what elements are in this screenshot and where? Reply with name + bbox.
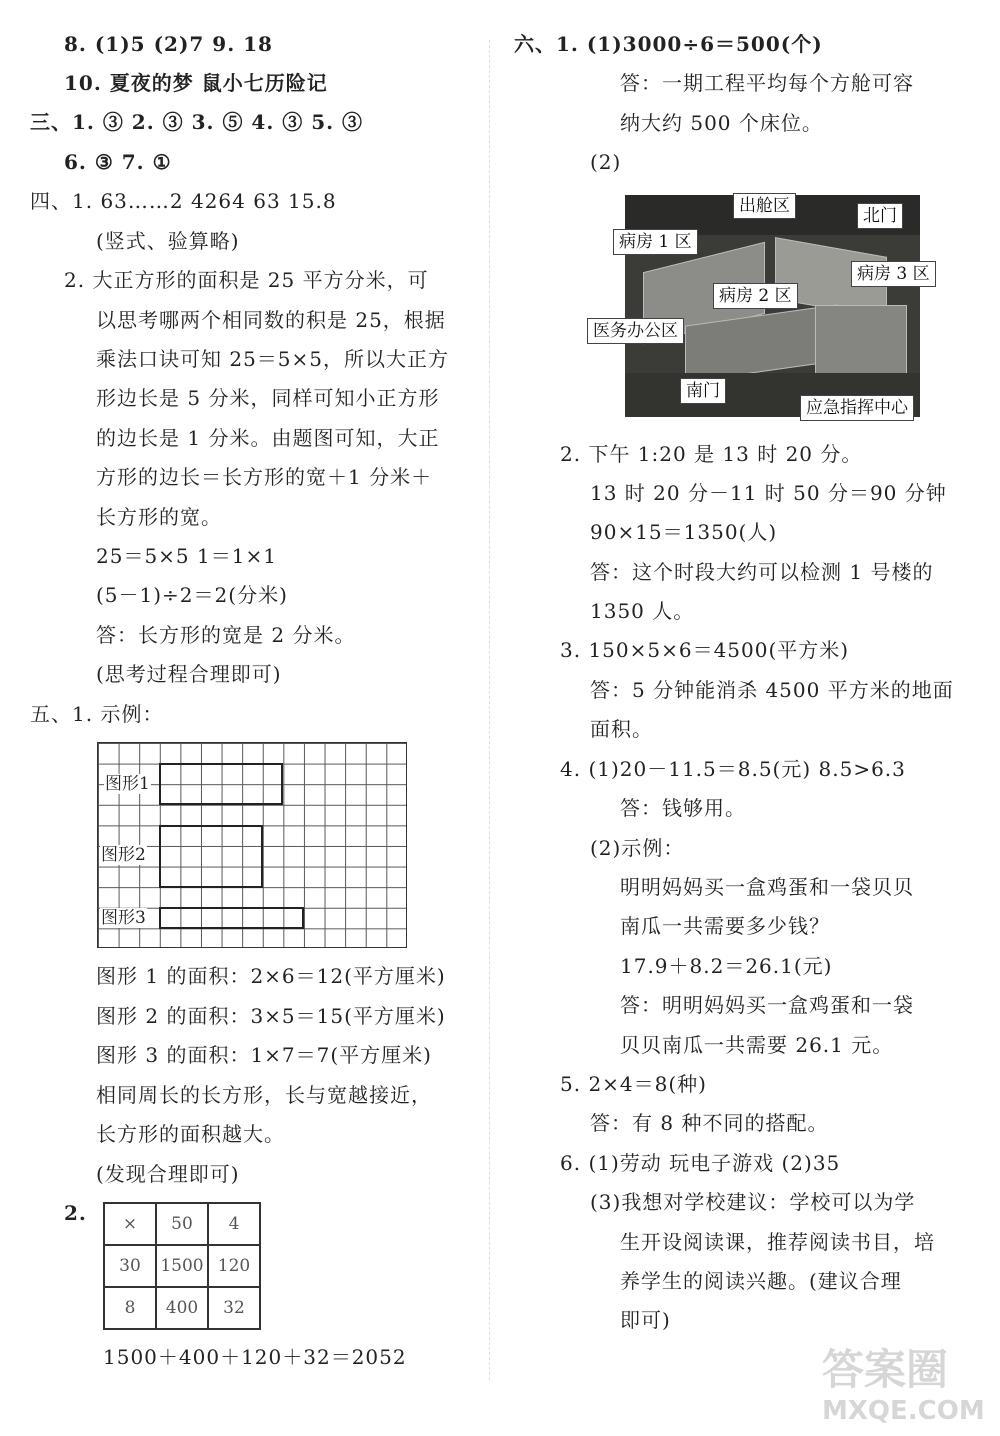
photo-label: 北门 <box>857 203 903 229</box>
table-cell: 400 <box>156 1287 208 1329</box>
answer-6: 6. (1)劳动 玩电子游戏 (2)35 <box>560 1151 841 1175</box>
section-3-line2: 6. ③ 7. ① <box>64 150 172 174</box>
table-cell: 8 <box>104 1287 156 1329</box>
answer-line: 答：长方形的宽是 2 分米。 <box>96 623 356 647</box>
table-cell: 4 <box>208 1203 260 1245</box>
table-cell: × <box>104 1203 156 1245</box>
sub-question: (2) <box>590 150 622 174</box>
text-line: 图形 1 的面积：2×6＝12(平方厘米) <box>96 964 446 988</box>
section-5-heading: 五、1. 示例： <box>30 702 164 726</box>
text-line: 图形 2 的面积：3×5＝15(平方厘米) <box>96 1004 446 1028</box>
answer-line: 答：有 8 种不同的搭配。 <box>590 1111 829 1135</box>
table-cell: 1500 <box>156 1245 208 1287</box>
section-3-line1: 三、1. ③ 2. ③ 3. ⑤ 4. ③ 5. ③ <box>30 110 364 134</box>
table-row <box>104 1287 260 1329</box>
text-line: 形边长是 5 分米，同样可知小正方形 <box>96 386 440 410</box>
figure-label-2: 图形2 <box>101 845 146 865</box>
photo-label: 应急指挥中心 <box>800 395 914 421</box>
formula-line: 17.9＋8.2＝26.1(元) <box>620 954 833 978</box>
answer-5: 5. 2×4＝8(种) <box>560 1072 707 1096</box>
table-cell: 32 <box>208 1287 260 1329</box>
note-line: (发现合理即可) <box>96 1162 240 1186</box>
answer-10: 10. 夏夜的梦 鼠小七历险记 <box>64 71 328 95</box>
text-line: 养学生的阅读兴趣。(建议合理 <box>620 1269 902 1293</box>
photo-label: 出舱区 <box>733 193 796 219</box>
multiplication-table <box>103 1202 261 1330</box>
text-line: 明明妈妈买一盒鸡蛋和一袋贝贝 <box>620 875 914 899</box>
answer-number: 2. <box>64 1201 87 1225</box>
table-row <box>104 1203 260 1245</box>
text-line: 2. 大正方形的面积是 25 平方分米，可 <box>64 268 429 292</box>
figure-label-3: 图形3 <box>101 908 146 928</box>
table-cell: 50 <box>156 1203 208 1245</box>
rectangle-3 <box>159 907 304 929</box>
text-line: 图形 3 的面积：1×7＝7(平方厘米) <box>96 1043 432 1067</box>
formula-line: 13 时 20 分－11 时 50 分＝90 分钟 <box>590 481 947 505</box>
section-6-answer-1: 六、1. (1)3000÷6＝500(个) <box>514 32 823 56</box>
section-4-answer-1: 四、1. 63……2 4264 63 15.8 <box>30 189 337 213</box>
table-cell: 120 <box>208 1245 260 1287</box>
aerial-photo <box>593 195 930 418</box>
watermark-logo: 答案圈 <box>822 1345 949 1394</box>
text-line: 以思考哪两个相同数的积是 25，根据 <box>96 308 446 332</box>
photo-label: 病房 1 区 <box>613 229 698 255</box>
text-line: 相同周长的长方形，长与宽越接近， <box>96 1083 432 1107</box>
photo-label: 病房 2 区 <box>713 283 798 309</box>
sub-question: (2)示例： <box>590 836 685 860</box>
rectangle-1 <box>159 763 283 805</box>
answer-line: 1350 人。 <box>590 599 695 623</box>
text-line: (3)我想对学校建议：学校可以为学 <box>590 1190 916 1214</box>
answer-line: 答：明明妈妈买一盒鸡蛋和一袋 <box>620 993 914 1017</box>
figure-label-1: 图形1 <box>105 774 150 794</box>
answer-line: 贝贝南瓜一共需要 26.1 元。 <box>620 1033 894 1057</box>
formula-line: (5－1)÷2＝2(分米) <box>96 583 288 607</box>
text-line: 长方形的宽。 <box>96 505 222 529</box>
text-line: 南瓜一共需要多少钱？ <box>620 914 830 938</box>
text-line: 乘法口诀可知 25＝5×5，所以大正方 <box>96 347 450 371</box>
formula-line: 25＝5×5 1＝1×1 <box>96 544 277 568</box>
note-line: (思考过程合理即可) <box>96 662 282 686</box>
column-divider <box>489 40 490 1380</box>
rectangle-2 <box>159 825 263 888</box>
table-cell: 30 <box>104 1245 156 1287</box>
answer-3: 3. 150×5×6＝4500(平方米) <box>560 638 850 662</box>
watermark-url: MXQE.COM <box>822 1396 985 1426</box>
text-line: 的边长是 1 分米。由题图可知，大正 <box>96 426 440 450</box>
answer-line: 纳大约 500 个床位。 <box>620 111 823 135</box>
text-line: 方形的边长＝长方形的宽＋1 分米＋ <box>96 465 433 489</box>
sum-line: 1500＋400＋120＋32＝2052 <box>103 1345 407 1369</box>
text-line: 生开设阅读课，推荐阅读书目，培 <box>620 1230 935 1254</box>
answer-line: 答：5 分钟能消杀 4500 平方米的地面 <box>590 678 954 702</box>
photo-label: 医务办公区 <box>587 318 684 344</box>
photo-label: 病房 3 区 <box>851 261 936 287</box>
formula-line: 90×15＝1350(人) <box>590 520 778 544</box>
answer-line: 答：钱够用。 <box>620 796 746 820</box>
answer-4: 4. (1)20－11.5＝8.5(元) 8.5>6.3 <box>560 757 906 781</box>
text-line: 即可) <box>620 1308 671 1332</box>
answer-line: 答：一期工程平均每个方舱可容 <box>620 71 914 95</box>
answer-line: 答：这个时段大约可以检测 1 号楼的 <box>590 560 934 584</box>
table-row <box>104 1245 260 1287</box>
answer-8-9: 8. (1)5 (2)7 9. 18 <box>64 32 273 56</box>
photo-label: 南门 <box>680 378 726 404</box>
answer-2: 2. 下午 1:20 是 13 时 20 分。 <box>560 442 863 466</box>
answer-line: 面积。 <box>590 717 653 741</box>
text-line: 长方形的面积越大。 <box>96 1122 285 1146</box>
grid-figure <box>97 742 407 948</box>
note-line: (竖式、验算略) <box>96 229 240 253</box>
